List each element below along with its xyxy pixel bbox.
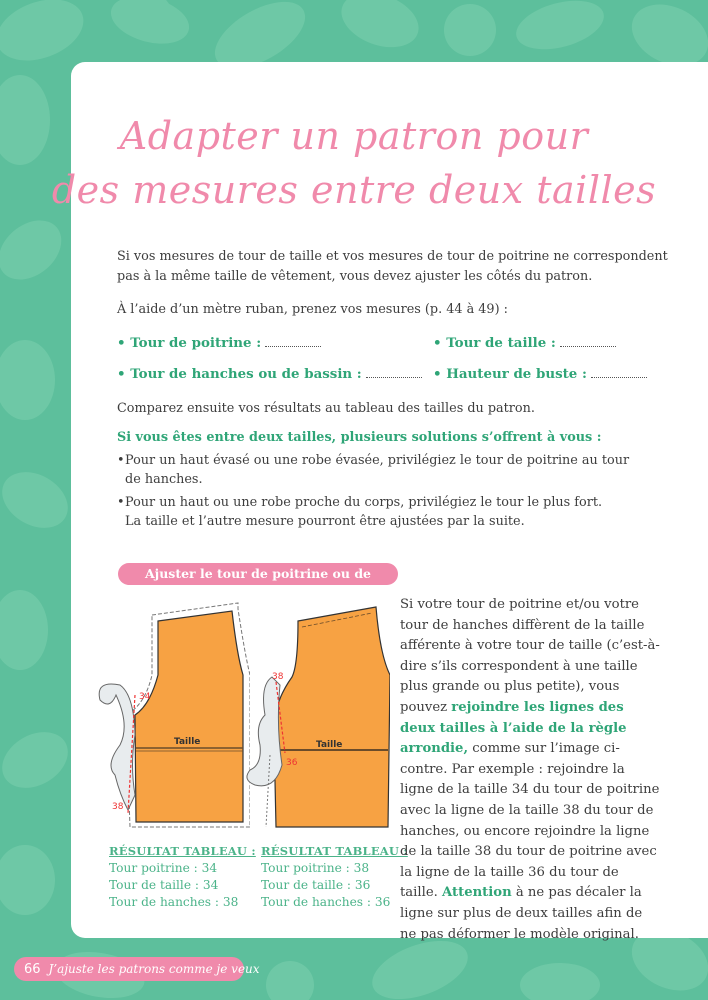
bodice-piece: [274, 607, 390, 827]
measure-bust-height-label: • Hauteur de buste :: [433, 366, 587, 382]
measure-bust-height: [433, 364, 647, 384]
size-mark-38: 38: [272, 672, 284, 682]
page-title-line-1: Adapter un patron pour: [119, 114, 589, 158]
result-chest: Tour poitrine : 34: [109, 861, 218, 875]
result-title: RÉSULTAT TABLEAU :: [261, 844, 408, 858]
size-mark-38: 38: [112, 802, 124, 812]
explanation-text: comme sur l’image ci-contre. Par exemple : rejoindre la ligne de la taille 34 du tour de poitrine avec la ligne de la taille 38 du tour de hanches, ou encore rejoindre la ligne de la taille 38 du tour de poitrine avec la ligne de la taille 36 du tour de taille.: [400, 741, 660, 901]
size-mark-36: 36: [286, 758, 298, 768]
measure-waist-label: • Tour de taille :: [433, 335, 556, 351]
compare-text: Comparez ensuite vos résultats au tableau des tailles du patron.: [117, 401, 535, 416]
measure-chest-label: • Tour de poitrine :: [117, 335, 262, 351]
measure-chest-blank[interactable]: [265, 334, 321, 347]
explanation-paragraph: [400, 595, 660, 945]
result-table-2: [261, 843, 408, 911]
explanation-text: à ne pas décaler la ligne sur plus de deux tailles afin de ne pas déformer le modèle original.: [400, 885, 643, 942]
measure-waist: [433, 333, 616, 353]
pattern-illustration-1: [90, 595, 250, 835]
bullet-dot: •: [117, 453, 125, 468]
waist-label: Taille: [316, 740, 343, 750]
bullet-item: [117, 451, 637, 489]
result-hips: Tour de hanches : 36: [261, 895, 391, 909]
intro-line-2: pas à la même taille de vêtement, vous devez ajuster les côtés du patron.: [117, 269, 593, 284]
bullet-item: [117, 493, 637, 531]
size-mark-34: 34: [139, 692, 151, 702]
intro-line-1: Si vos mesures de tour de taille et vos mesures de tour de poitrine ne correspondent: [117, 249, 668, 264]
bullet-line: Pour un haut ou une robe proche du corps, privilégiez le tour le plus fort.: [125, 495, 603, 510]
waist-label: Taille: [174, 737, 201, 747]
solutions-heading: Si vous êtes entre deux tailles, plusieurs solutions s’offrent à vous :: [117, 430, 602, 445]
measure-hips: [117, 364, 422, 384]
result-table-1: [109, 843, 256, 911]
page-title-line-2: des mesures entre deux tailles: [51, 168, 657, 212]
measure-instructions: À l’aide d’un mètre ruban, prenez vos mesures (p. 44 à 49) :: [117, 302, 508, 317]
bullet-line: La taille et l’autre mesure pourront être ajustées par la suite.: [125, 514, 525, 529]
explanation-highlight: rejoindre les lignes des deux tailles à l’aide de la règle arrondie,: [400, 699, 627, 757]
section-heading-pill: Ajuster le tour de poitrine ou de hanches: [118, 563, 398, 585]
result-chest: Tour poitrine : 38: [261, 861, 370, 875]
result-waist: Tour de taille : 34: [109, 878, 219, 892]
measure-waist-blank[interactable]: [560, 334, 616, 347]
explanation-text: Si votre tour de poitrine et/ou votre tour de hanches diffèrent de la taille afférente à votre tour de taille (c’est-à-dire s’ils correspondent à une taille plus grande ou plus petite), vous pouvez: [400, 597, 660, 715]
bullet-line: Pour un haut évasé ou une robe évasée, privilégiez le tour de poitrine au tour: [125, 453, 630, 468]
measure-hips-label: • Tour de hanches ou de bassin :: [117, 366, 362, 382]
footer-chapter-pill: [14, 957, 260, 981]
page-number: 66: [24, 962, 41, 977]
result-title: RÉSULTAT TABLEAU :: [109, 844, 256, 858]
pattern-illustration-2: [240, 595, 390, 835]
bodice-piece: [135, 611, 243, 822]
bullet-dot: •: [117, 495, 125, 510]
bullet-line: de hanches.: [125, 472, 203, 487]
chapter-title: J’ajuste les patrons comme je veux: [48, 962, 260, 976]
attention-label: Attention: [442, 885, 512, 901]
result-waist: Tour de taille : 36: [261, 878, 371, 892]
measure-bust-height-blank[interactable]: [591, 365, 647, 378]
french-curve-ruler: [247, 677, 282, 786]
result-hips: Tour de hanches : 38: [109, 895, 239, 909]
intro-paragraph: [117, 247, 668, 287]
measure-chest: [117, 333, 321, 353]
measure-hips-blank[interactable]: [366, 365, 422, 378]
